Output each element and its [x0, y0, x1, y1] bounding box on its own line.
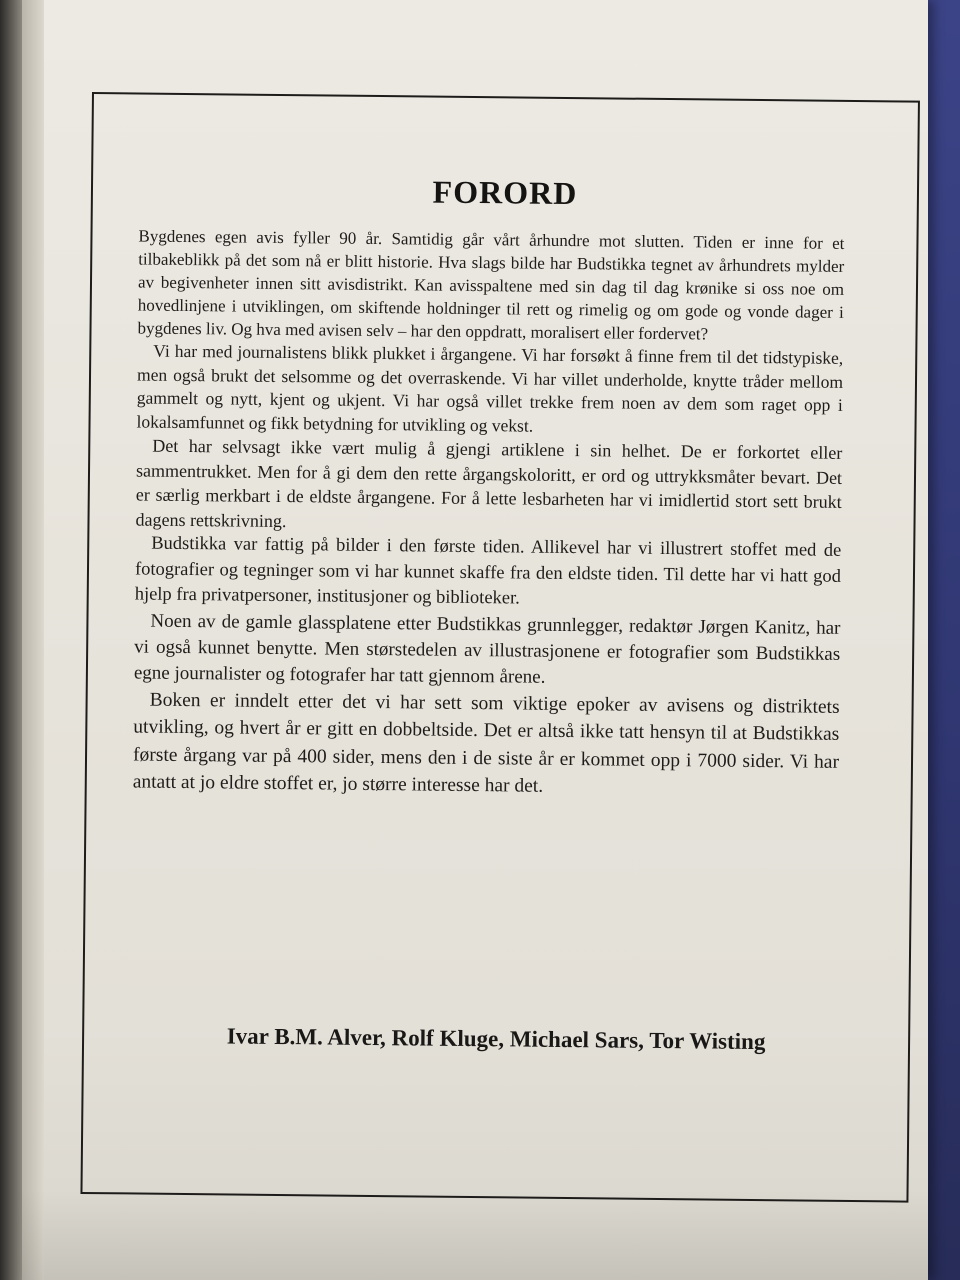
paragraph-5: Noen av de gamle glassplatene etter Budstikkas grunnlegger, redaktør Jørgen Kanitz, har vi også kunnet benytte. Men størstedelen av illustrasjonene er fotografier som Budstikkas egne journalister og fotografer har tatt gjennom årene. [133, 610, 841, 688]
paragraph-3: Det har selvsagt ikke vært mulig å gjengi artiklene i sin helhet. De er forkortet eller sammentrukket. Men for å gi dem den rette årgangskoloritt, er ord og uttrykksmåter bevart. Det er særlig merkbart i de eldste årgangene. For å lette lesbarheten har vi imidlertid stort sett brukt dagens rettskrivning. [135, 435, 843, 531]
paragraph-4: Budstikka var fattig på bilder i den første tiden. Allikevel har vi illustrert stoffet med de fotografier og tegninger som vi har kunnet skaffe fra den eldste tiden. Til dette har vi hatt god hjelp fra privatpersoner, institusjoner og biblioteker. [134, 533, 842, 609]
page-shadow [22, 1190, 928, 1280]
paragraph-1: Bygdenes egen avis fyller 90 år. Samtidig går vårt århundre mot slutten. Tiden er inne for et tilbakeblikk på det som nå er blitt historie. Hva slags bilde har Budstikka tegnet av århundrets mylder av begivenheter innen sitt avisdistrikt. Kan avisspaltene med sin dag til dag krønike si oss noe om hovedlinjene i utviklingen, om skiftende holdninger til rett og rimelig og om gode og vonde dager i bygdenes liv. Og hva med avisen selv – har den oppdratt, moralisert eller fordervet? [137, 226, 845, 344]
paragraph-6: Boken er inndelt etter det vi har sett som viktige epoker av avisens og distriktets utvikling, og hvert år er gitt en dobbeltside. Det er altså ikke tatt hensyn til at Budstikkas første årgang var på 400 sider, mens den i de siste år er kommet opp i 7000 sider. Vi har antatt at jo eldre stoffet er, jo større interesse har det. [132, 689, 840, 797]
paragraph-2: Vi har med journalistens blikk plukket i årgangene. Vi har forsøkt å finne frem til det tidstypiske, men også brukt det selsomme og det overraskende. Vi har villet underholde, knytte tråder mellom gammelt og nytt, kjent og ukjent. Vi har også villet trekke frem noen av dem som raget opp i lokalsamfunnet og fikk betydning for utvikling og vekst. [136, 340, 844, 436]
page-title: FORORD [432, 173, 578, 212]
foreword-body [133, 224, 845, 803]
text-frame [80, 92, 919, 1203]
authors-line: Ivar B.M. Alver, Rolf Kluge, Michael Sars, Tor Wisting [226, 1023, 766, 1055]
page-fold [22, 0, 44, 1280]
